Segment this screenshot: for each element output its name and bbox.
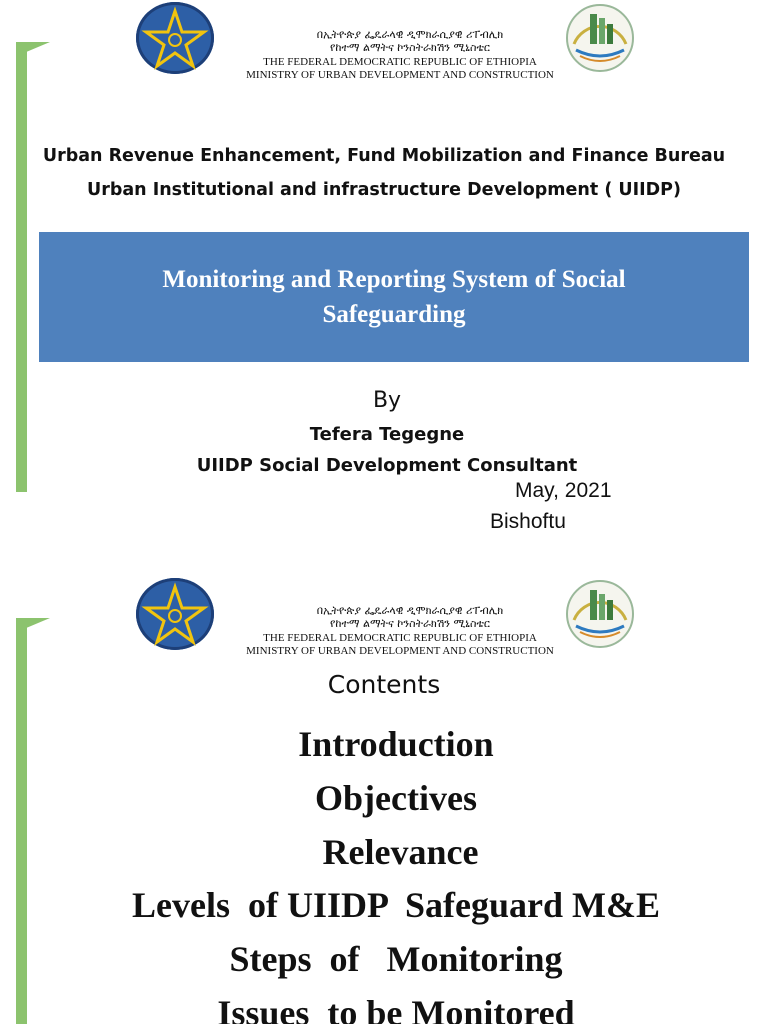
header-english-line-2: MINISTRY OF URBAN DEVELOPMENT AND CONSTRUCTION <box>246 645 554 657</box>
by-label: By <box>372 388 402 413</box>
author-name: Tefera Tegegne <box>309 424 465 445</box>
presentation-title-line-1: Monitoring and Reporting System of Social <box>162 266 626 293</box>
ministry-logo-icon <box>562 0 640 76</box>
toc-item: Issues to be Monitored <box>217 993 575 1024</box>
presentation-date: May, 2021 <box>515 479 612 502</box>
header-amharic-line-2: የከተማ ልማትና ኮንስትራክሽን ሚኒስቴር <box>330 617 490 630</box>
title-banner <box>39 232 749 362</box>
ministry-logo-icon <box>562 576 640 652</box>
presentation-title-line-2: Safeguarding <box>322 301 466 328</box>
toc-item: Introduction <box>298 724 494 764</box>
presentation-place: Bishoftu <box>490 510 566 533</box>
ministry-header <box>130 0 650 84</box>
presentation-title <box>39 262 749 332</box>
header-amharic-line-1: በኢትዮጵያ ፌዴራላዊ ዲሞክራሲያዊ ሪፐብሊክ <box>316 604 504 617</box>
program-name: Urban Institutional and infrastructure Development ( UIIDP) <box>86 180 682 200</box>
ministry-header <box>130 576 650 660</box>
toc-item: Levels of UIIDP Safeguard M&E <box>132 885 660 925</box>
header-amharic-line-1: በኢትዮጵያ ፌዴራላዊ ዲሞክራሲያዊ ሪፐብሊክ <box>316 28 504 41</box>
header-english-line-1: THE FEDERAL DEMOCRATIC REPUBLIC OF ETHIOPIA <box>263 632 537 644</box>
toc-item: Relevance <box>313 832 479 872</box>
bureau-name: Urban Revenue Enhancement, Fund Mobilization and Finance Bureau <box>42 146 726 166</box>
toc-item: Steps of Monitoring <box>229 939 563 979</box>
contents-slide <box>0 556 768 1024</box>
contents-title: Contents <box>327 670 441 699</box>
toc-item: Objectives <box>315 778 477 818</box>
header-amharic-line-2: የከተማ ልማትና ኮንስትራክሽን ሚኒስቴር <box>330 41 490 54</box>
author-role: UIIDP Social Development Consultant <box>196 455 578 476</box>
header-english-line-2: MINISTRY OF URBAN DEVELOPMENT AND CONSTRUCTION <box>246 69 554 81</box>
header-english-line-1: THE FEDERAL DEMOCRATIC REPUBLIC OF ETHIOPIA <box>263 56 537 68</box>
